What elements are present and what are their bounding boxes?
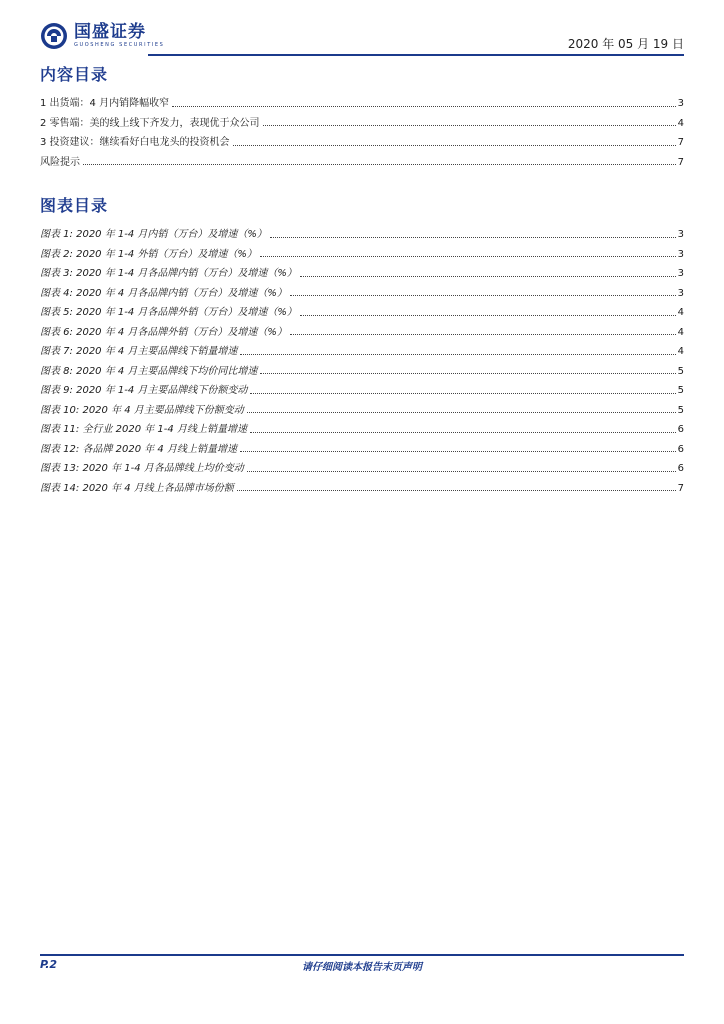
toc-entry[interactable] [40,114,684,134]
company-logo [40,22,164,50]
toc-leader-dots [247,471,676,472]
figures-title: 图表目录 [40,196,109,215]
logo-english-name: GUOSHENG SECURITIES [74,42,165,48]
toc-leader-dots [172,106,676,107]
toc-entry[interactable] [40,94,684,114]
logo-chinese-name: 国盛证券 [74,22,146,42]
footer-divider [40,954,684,956]
toc-entry-page: 4 [677,117,684,129]
toc-entry[interactable] [40,420,684,440]
toc-entry-label: 图表 12: 各品牌 2020 年 4 月线上销量增速 [40,443,237,455]
toc-entry-label: 图表 7: 2020 年 4 月主要品牌线下销量增速 [40,346,238,357]
toc-entry[interactable] [40,133,684,153]
toc-entry-label: 图表 5: 2020 年 1-4 月各品牌外销（万台）及增速（%） [40,307,297,318]
toc-entry-label: 图表 10: 2020 年 4 月主要品牌线下份额变动 [40,404,244,416]
toc-entry-page: 3 [677,229,684,240]
toc-leader-dots [83,164,676,165]
figures-list [40,225,684,498]
toc-leader-dots [290,295,676,296]
header-divider [148,54,684,56]
toc-entry-label: 图表 6: 2020 年 4 月各品牌外销（万台）及增速（%） [40,326,287,338]
page-header [40,20,684,56]
toc-entry[interactable] [40,225,684,245]
toc-entry-label: 图表 3: 2020 年 1-4 月各品牌内销（万台）及增速（%） [40,268,297,279]
toc-entry[interactable] [40,381,684,401]
toc-entry-label: 图表 9: 2020 年 1-4 月主要品牌线下份额变动 [40,385,248,396]
toc-entry-label: 图表 1: 2020 年 1-4 月内销（万台）及增速（%） [40,229,267,240]
guosheng-logo-icon [40,22,68,50]
toc-leader-dots [270,237,676,238]
toc-leader-dots [247,412,676,413]
toc-entry-page: 6 [677,463,684,474]
toc-entry-page: 5 [677,404,684,416]
toc-entry[interactable] [40,401,684,421]
contents-list [40,94,684,172]
toc-entry-page: 3 [677,268,684,279]
toc-entry[interactable] [40,479,684,499]
toc-entry-page: 3 [677,287,684,299]
toc-entry-label: 2 零售端：美的线上线下齐发力，表现优于众公司 [40,117,260,129]
contents-title: 内容目录 [40,65,109,84]
toc-entry-page: 5 [677,385,684,396]
toc-entry-page: 4 [677,307,684,318]
toc-entry[interactable] [40,245,684,265]
toc-entry-page: 4 [677,326,684,338]
footer-disclaimer: 请仔细阅读本报告末页声明 [302,962,422,973]
toc-leader-dots [260,256,676,257]
toc-entry-label: 图表 4: 2020 年 4 月各品牌内销（万台）及增速（%） [40,287,287,299]
toc-entry[interactable] [40,362,684,382]
toc-entry[interactable] [40,153,684,173]
toc-entry[interactable] [40,323,684,343]
toc-entry-page: 3 [677,98,684,109]
report-date: 2020 年 05 月 19 日 [567,37,684,51]
toc-leader-dots [250,393,675,394]
toc-entry-label: 风险提示 [40,156,80,168]
toc-entry-page: 7 [677,137,684,148]
toc-entry-page: 6 [677,424,684,435]
toc-entry[interactable] [40,284,684,304]
toc-entry-page: 6 [677,443,684,455]
toc-leader-dots [240,451,676,452]
toc-leader-dots [233,145,676,146]
toc-leader-dots [300,315,676,316]
toc-leader-dots [290,334,676,335]
toc-leader-dots [263,125,676,126]
toc-entry-page: 4 [677,346,684,357]
toc-entry[interactable] [40,440,684,460]
toc-entry-label: 3 投资建议：继续看好白电龙头的投资机会 [40,137,230,148]
toc-entry-label: 图表 8: 2020 年 4 月主要品牌线下均价同比增速 [40,365,258,377]
toc-entry[interactable] [40,342,684,362]
toc-entry[interactable] [40,264,684,284]
toc-entry-label: 图表 14: 2020 年 4 月线上各品牌市场份额 [40,482,234,494]
toc-leader-dots [260,373,675,374]
toc-entry-label: 1 出货端：4 月内销降幅收窄 [40,98,170,109]
footer-page-number: P.2 [40,958,58,971]
toc-entry-page: 3 [677,248,684,260]
toc-entry-page: 5 [677,365,684,377]
toc-entry[interactable] [40,459,684,479]
toc-entry-label: 图表 11: 全行业 2020 年 1-4 月线上销量增速 [40,424,247,435]
toc-leader-dots [300,276,676,277]
toc-leader-dots [237,490,676,491]
toc-entry-label: 图表 2: 2020 年 1-4 外销（万台）及增速（%） [40,248,257,260]
toc-entry-page: 7 [677,482,684,494]
toc-leader-dots [250,432,676,433]
toc-entry-label: 图表 13: 2020 年 1-4 月各品牌线上均价变动 [40,463,244,474]
toc-leader-dots [240,354,675,355]
toc-entry-page: 7 [677,156,684,168]
toc-entry[interactable] [40,303,684,323]
